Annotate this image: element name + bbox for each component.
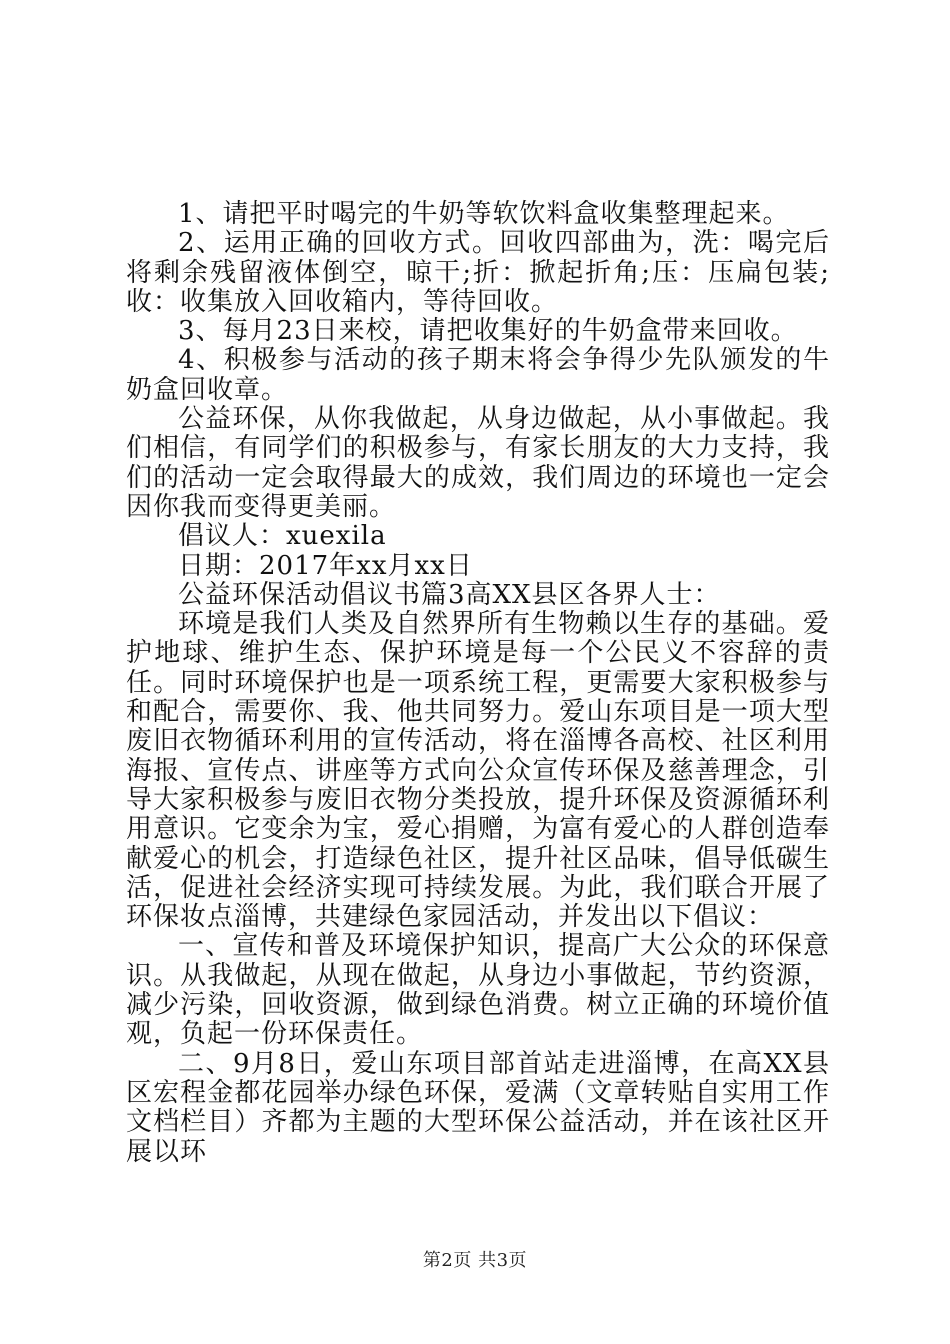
page-footer: 第2页 共3页 — [422, 1250, 528, 1271]
paragraph-10: 一、宣传和普及环境保护知识，提高广大公众的环保意识。从我做起，从现在做起，从身边小事做起，节约资源，减少污染，回收资源，做到绿色消费。树立正确的环境价值观，负起一份环保责任。 — [126, 931, 830, 1050]
paragraph-11: 二、9月8日，爱山东项目部首站走进淄博，在高XX县区宏程金都花园举办绿色环保，爱满（文章转贴自实用工作文档栏目）齐都为主题的大型环保公益活动，并在该社区开展以环 — [126, 1048, 830, 1167]
paragraph-2: 2、运用正确的回收方式。回收四部曲为，洗：喝完后将剩余残留液体倒空，晾干;折：掀起折角;压：压扁包装;收：收集放入回收箱内，等待回收。 — [126, 228, 830, 317]
paragraph-3: 3、每月23日来校，请把收集好的牛奶盒带来回收。 — [178, 316, 798, 347]
date-line: 日期：2017年xx月xx日 — [178, 550, 473, 581]
paragraph-5: 公益环保，从你我做起，从身边做起，从小事做起。我们相信，有同学们的积极参与，有家长朋友的大力支持，我们的活动一定会取得最大的成效，我们周边的环境也一定会因你我而变得更美丽。 — [126, 404, 830, 522]
paragraph-9: 环境是我们人类及自然界所有生物赖以生存的基础。爱护地球、维护生态、保护环境是每一个公民义不容辞的责任。同时环境保护也是一项系统工程，更需要大家积极参与和配合，需要你、我、他共同努力。爱山东项目是一项大型废旧衣物循环利用的宣传活动，将在淄博各高校、社区利用海报、宣传点、讲座等方式向公众宣传环保及慈善理念，引导大家积极参与废旧衣物分类投放，提升环保及资源循环利用意识。它变余为宝，爱心捐赠，为富有爱心的人群创造奉献爱心的机会，打造绿色社区，提升社区品味，倡导低碳生活，促进社会经济实现可持续发展。为此，我们联合开展了环保妆点淄博，共建绿色家园活动，并发出以下倡议： — [126, 609, 830, 933]
section-heading: 公益环保活动倡议书篇3高XX县区各界人士： — [178, 579, 721, 610]
initiator-line: 倡议人：xuexila — [178, 521, 387, 552]
document-body — [126, 200, 830, 1167]
paragraph-4: 4、积极参与活动的孩子期末将会争得少先队颁发的牛奶盒回收章。 — [126, 345, 830, 405]
paragraph-1: 1、请把平时喝完的牛奶等软饮料盒收集整理起来。 — [178, 199, 790, 229]
